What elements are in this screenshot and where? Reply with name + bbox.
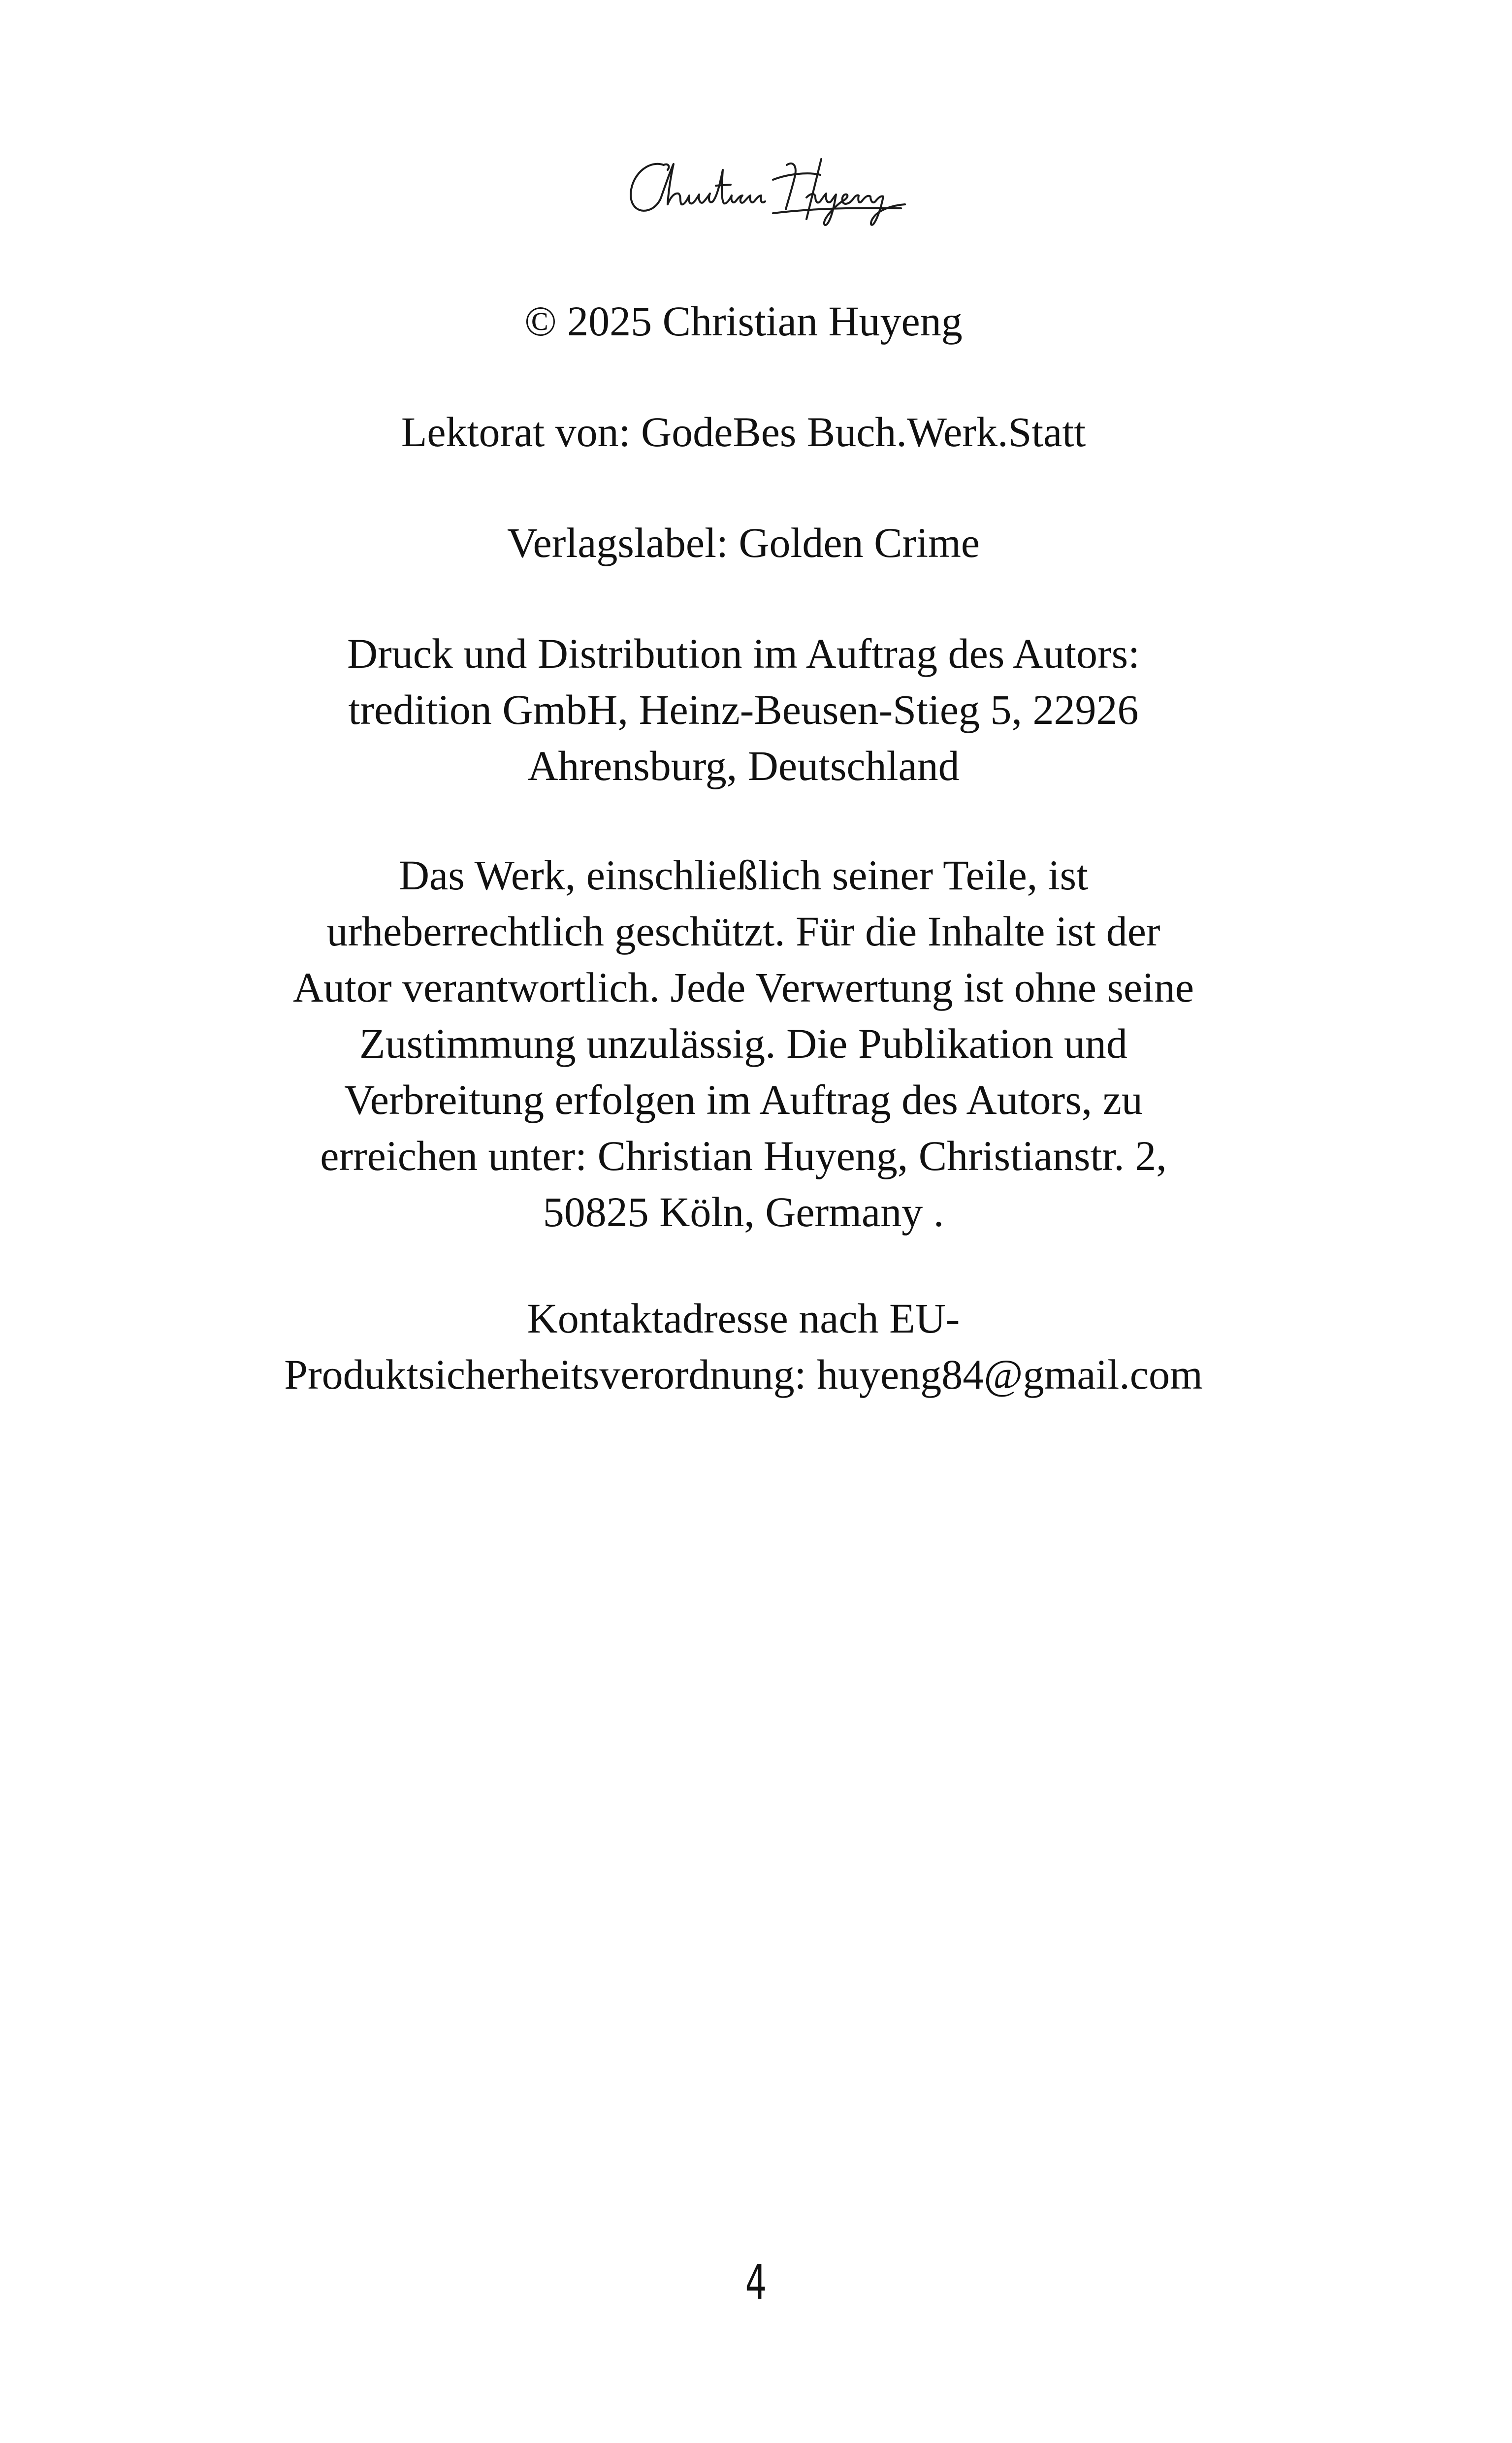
rights-line: urheberrechtlich geschützt. Für die Inhalte ist der <box>326 908 1160 955</box>
editing-credit: Lektorat von: GodeBes Buch.Werk.Statt <box>401 408 1086 456</box>
print-line: tredition GmbH, Heinz-Beusen-Stieg 5, 22926 <box>348 686 1139 733</box>
rights-line: 50825 Köln, Germany . <box>543 1188 944 1236</box>
copyright-statement <box>231 847 1255 1240</box>
print-line: Ahrensburg, Deutschland <box>527 742 960 789</box>
page-number: 4 <box>745 2255 767 2310</box>
contact-line: Produktsicherheitsverordnung: huyeng84@gmail.com <box>284 1351 1203 1398</box>
contact-line: Kontaktadresse nach EU- <box>527 1295 960 1342</box>
rights-line: Das Werk, einschließlich seiner Teile, ist <box>398 851 1089 899</box>
print-distribution <box>231 625 1255 794</box>
contact-address <box>231 1290 1255 1402</box>
print-line: Druck und Distribution im Auftrag des Autors: <box>347 630 1140 677</box>
copyright-notice: © 2025 Christian Huyeng <box>524 297 963 345</box>
rights-line: erreichen unter: Christian Huyeng, Christianstr. 2, <box>320 1132 1167 1179</box>
publisher-label: Verlagslabel: Golden Crime <box>507 519 980 566</box>
rights-line: Zustimmung unzulässig. Die Publikation und <box>359 1020 1127 1067</box>
rights-line: Autor verantwortlich. Jede Verwertung ist ohne seine <box>292 964 1194 1011</box>
rights-line: Verbreitung erfolgen im Auftrag des Autors, zu <box>344 1076 1143 1123</box>
author-signature <box>625 150 911 229</box>
